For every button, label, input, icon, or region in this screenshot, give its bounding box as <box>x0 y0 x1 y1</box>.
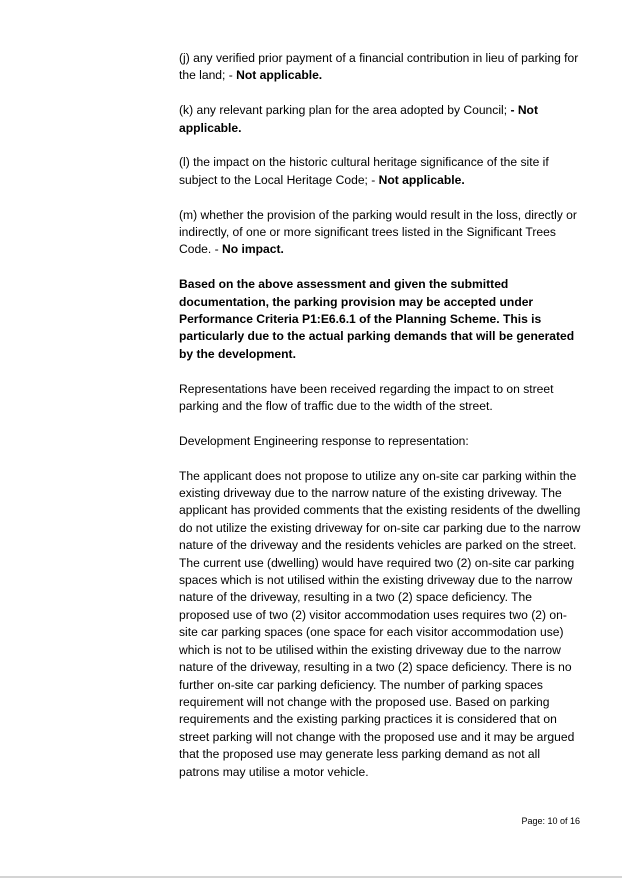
criterion-j-text: (j) any verified prior payment of a financial contribution in lieu of parking for the land; - <box>179 51 579 83</box>
criterion-m-text: (m) whether the provision of the parking would result in the loss, directly or indirectly, of one or more significant trees listed in the Significant Trees Code. - <box>179 207 577 257</box>
criterion-m-paragraph <box>179 207 583 259</box>
criterion-k-paragraph <box>179 102 583 137</box>
page-number: Page: 10 of 16 <box>521 816 580 826</box>
page-bottom-rule <box>0 876 622 878</box>
criterion-k-text: (k) any relevant parking plan for the area adopted by Council; <box>179 103 511 118</box>
criterion-m-result: No impact. <box>222 242 284 257</box>
document-body <box>179 50 583 798</box>
criterion-l-text: (l) the impact on the historic cultural heritage significance of the site if subject to the Local Heritage Code; - <box>179 155 549 187</box>
criterion-l-paragraph <box>179 154 583 189</box>
criterion-k-result: - Not applicable. <box>179 103 538 135</box>
criterion-j-paragraph <box>179 50 583 85</box>
assessment-conclusion: Based on the above assessment and given the submitted documentation, the parking provision may be accepted under Performance Criteria P1:E6.6.1 of the Planning Scheme. This is particularly due to the actual parking demands that will be generated by the development. <box>179 277 575 361</box>
criterion-j-result: Not applicable. <box>236 68 323 83</box>
representations-paragraph: Representations have been received regarding the impact to on street parking and the flow of traffic due to the width of the street. <box>179 381 554 414</box>
criterion-l-result: Not applicable. <box>378 172 465 187</box>
engineering-response-heading: Development Engineering response to representation: <box>179 433 469 448</box>
engineering-response-paragraph: The applicant does not propose to utilize any on-site car parking within the existing driveway due to the narrow nature of the existing driveway. The applicant has provided comments that the existing residents of the dwelling do not utilize the existing driveway for on-site car parking due to the narrow nature of the driveway and the residents vehicles are parked on the street. The current use (dwelling) would have required two (2) on-site car parking spaces which is not utilised within the existing driveway due to the narrow nature of the driveway, resulting in a two (2) space deficiency. The proposed use of two (2) visitor accommodation uses requires two (2) on-site car parking spaces (one space for each visitor accommodation use) which is not to be utilised within the existing driveway due to the narrow nature of the driveway, resulting in a two (2) space deficiency. There is no further on-site car parking deficiency. The number of parking spaces requirement will not change with the proposed use. Based on parking requirements and the existing parking practices it is considered that on street parking will not change with the proposed use and it may be argued that the proposed use may generate less parking demand as not all patrons may utilise a motor vehicle. <box>179 468 581 779</box>
